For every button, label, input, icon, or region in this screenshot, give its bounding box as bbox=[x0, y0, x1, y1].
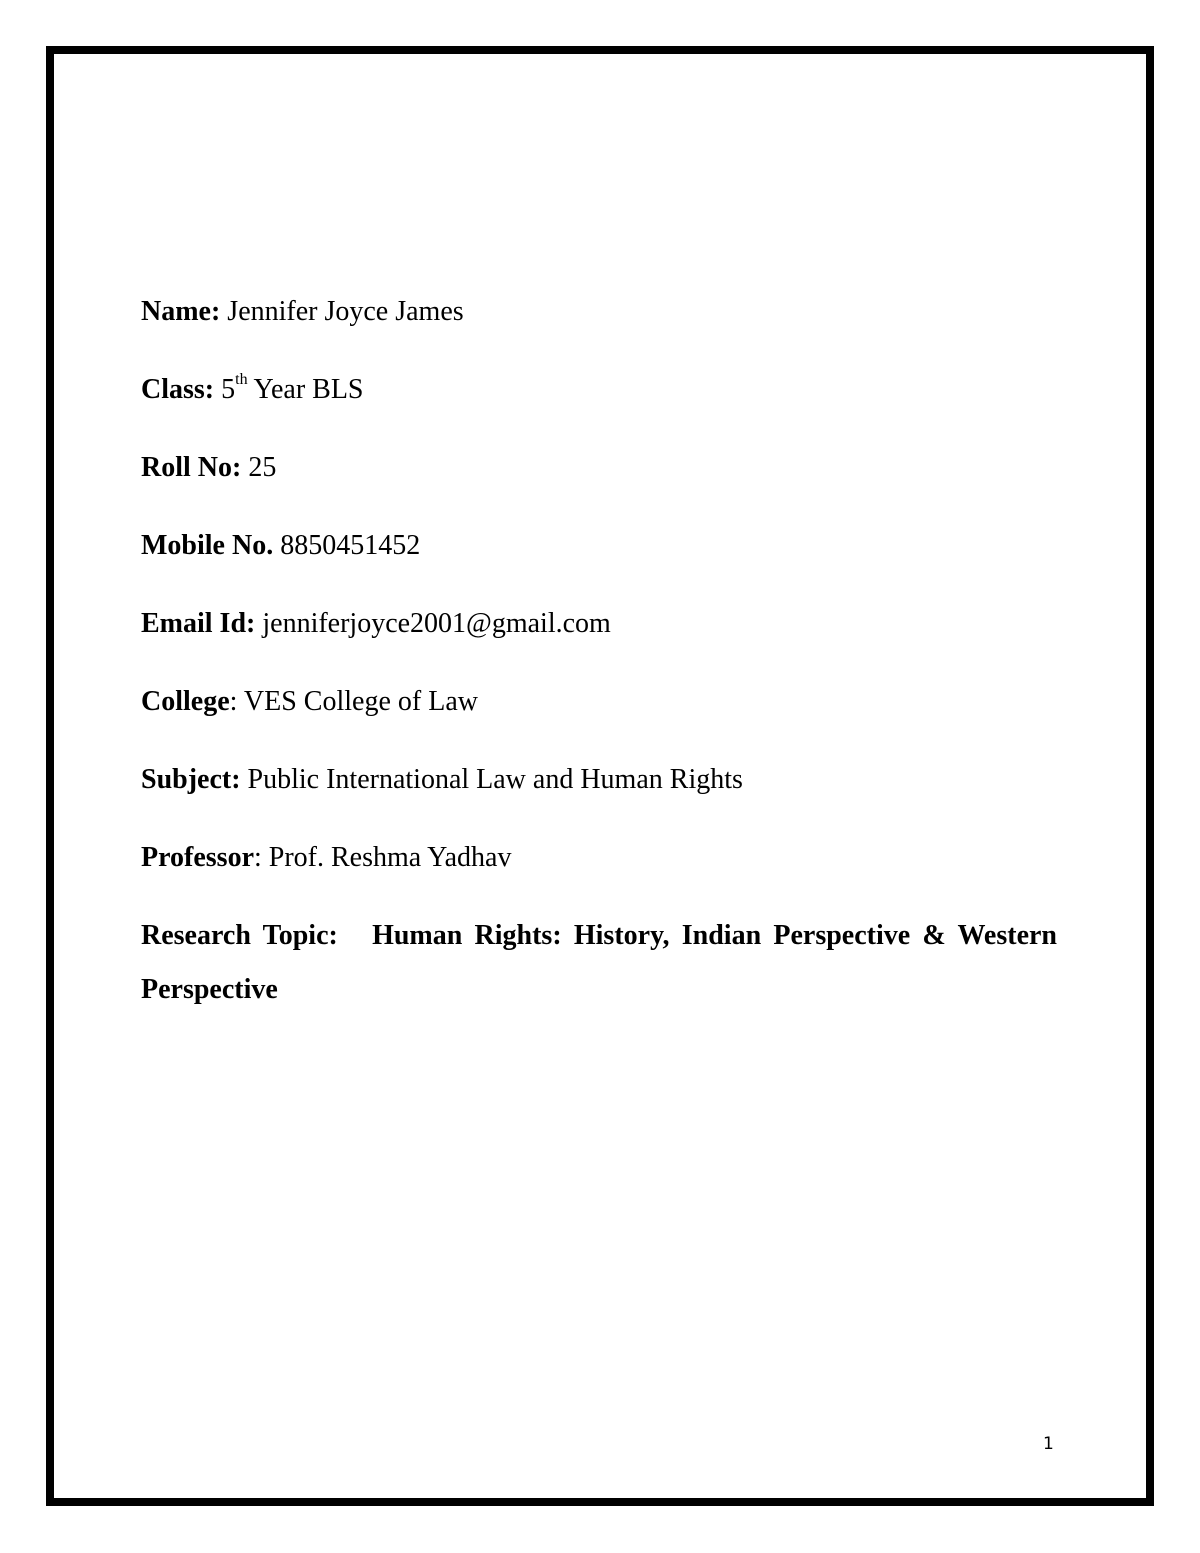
class-label: Class: bbox=[141, 374, 215, 405]
college-label: College bbox=[141, 686, 230, 717]
research-topic-label: Research Topic: bbox=[141, 920, 338, 951]
research-topic-value: Human Rights: History, Indian Perspective & Western Perspective bbox=[141, 920, 1057, 1005]
college-field bbox=[141, 682, 1057, 760]
name-field bbox=[141, 292, 1057, 370]
professor-value: : Prof. Reshma Yadhav bbox=[254, 842, 512, 873]
email-label: Email Id: bbox=[141, 608, 256, 639]
college-value: : VES College of Law bbox=[229, 686, 478, 717]
student-details bbox=[141, 292, 1057, 916]
roll-value: 25 bbox=[241, 452, 277, 483]
name-label: Name: bbox=[141, 296, 221, 327]
professor-label: Professor bbox=[141, 842, 254, 873]
name-value: Jennifer Joyce James bbox=[220, 296, 464, 327]
email-value: jenniferjoyce2001@gmail.com bbox=[255, 608, 611, 639]
class-value-superscript: th bbox=[235, 370, 248, 388]
subject-value: Public International Law and Human Rights bbox=[240, 764, 743, 795]
professor-field bbox=[141, 838, 1057, 916]
class-value-rest: Year BLS bbox=[247, 374, 364, 405]
roll-label: Roll No: bbox=[141, 452, 242, 483]
subject-field bbox=[141, 760, 1057, 838]
mobile-field bbox=[141, 526, 1057, 604]
email-field bbox=[141, 604, 1057, 682]
mobile-value: 8850451452 bbox=[273, 530, 421, 561]
subject-label: Subject: bbox=[141, 764, 241, 795]
page-number: 1 bbox=[1043, 1434, 1054, 1454]
class-value-number: 5 bbox=[214, 374, 236, 405]
roll-field bbox=[141, 448, 1057, 526]
mobile-label: Mobile No. bbox=[141, 530, 274, 561]
research-topic bbox=[141, 909, 1057, 1017]
class-field bbox=[141, 370, 1057, 448]
